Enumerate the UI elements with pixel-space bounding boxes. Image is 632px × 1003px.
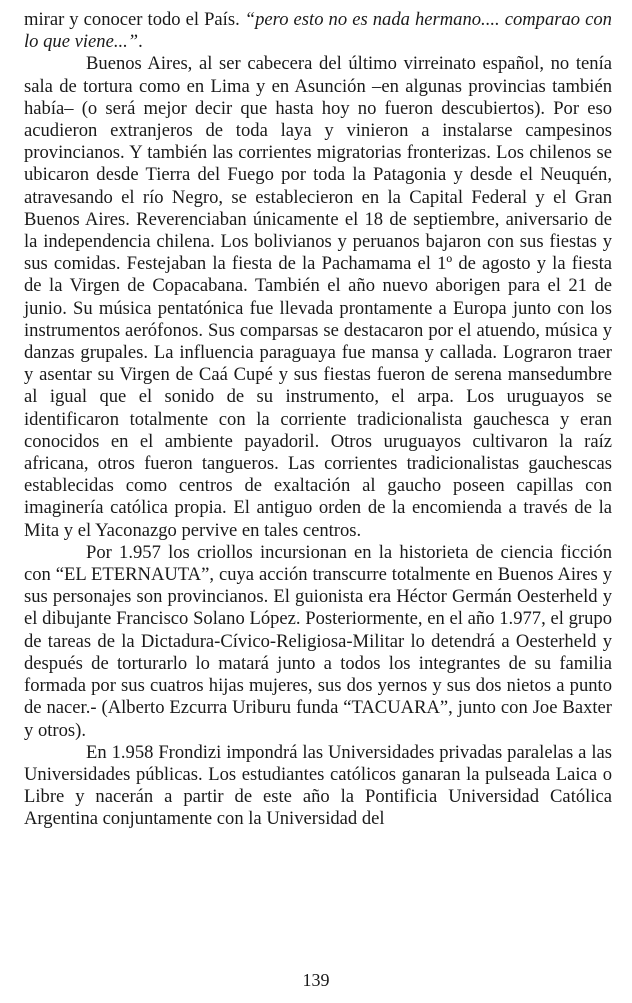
italic-quote: “pero esto no es nada hermano.... comparao con lo que viene...” [24, 9, 612, 53]
paragraph-eternauta: Por 1.957 los criollos incursionan en la historieta de ciencia ficción con “EL ETERNAUTA”, cuya acción transcurre totalmente en Buenos Aires y sus personajes son provincianos. El guionista era Héctor Germán Oesterheld y el dibujante Francisco Solano López. Posteriormente, en el año 1.977, el grupo de tareas de la Dictadura-Cívico-Religiosa-Militar lo detendrá a Oesterheld y después de torturarlo lo matará junto a todos los integrantes de su familia formada por sus cuatros hijas mujeres, sus dos yernos y sus dos nietos a punto de nacer.- (Alberto Ezcurra Uriburu funda “TACUARA”, junto con Joe Baxter y otros). [24, 541, 612, 741]
paragraph-text: . [138, 31, 143, 53]
book-page-body [24, 9, 612, 831]
paragraph-text: mirar y conocer todo el País. [24, 9, 245, 30]
paragraph-continuation [24, 9, 612, 53]
page-number: 139 [302, 970, 330, 990]
paragraph-buenos-aires: Buenos Aires, al ser cabecera del último virreinato español, no tenía sala de tortura como en Lima y en Asunción –en algunas provincias también había– (o será mejor decir que hasta hoy no fueron descubiertos). Por eso acudieron extranjeros de toda laya y vinieron a instalarse campesinos provincianos. Y también las corrientes migratorias fronterizas. Los chilenos se ubicaron desde Tierra del Fuego por toda la Patagonia y desde el Neuquén, atravesando el río Negro, se establecieron en la Capital Federal y el Gran Buenos Aires. Reverenciaban únicamente el 18 de septiembre, aniversario de la independencia chilena. Los bolivianos y peruanos bajaron con sus fiestas y sus comidas. Festejaban la fiesta de la Pachamama el 1º de agosto y la fiesta de la Virgen de Copacabana. También el año nuevo aborigen para el 21 de junio. Su música pentatónica fue llevada prontamente a Europa junto con los instrumentos aerófonos. Sus comparsas se destacaron por el atuendo, música y danzas grupales. La influencia paraguaya fue mansa y callada. Lograron traer y asentar su Virgen de Caá Cupé y sus fiestas fueron de serena mansedumbre al igual que el sonido de su instrumento, el arpa. Los uruguayos se identificaron totalmente con la corriente tradicionalista gauchesca y eran conocidos en el ambiente payadoril. Otros uruguayos cultivaron la raíz africana, otros fueron tangueros. Las corrientes tradicionalistas gauchescas establecidas como centros de exaltación al gaucho poseen capillas con imaginería católica propia. El antiguo orden de la encomienda a través de la Mita y el Yaconazgo pervive en tales centros. [24, 53, 612, 541]
paragraph-frondizi: En 1.958 Frondizi impondrá las Universidades privadas paralelas a las Universidades públicas. Los estudiantes católicos ganaran la pulseada Laica o Libre y nacerán a partir de este año la Pontificia Universidad Católica Argentina conjuntamente con la Universidad del [24, 741, 612, 830]
